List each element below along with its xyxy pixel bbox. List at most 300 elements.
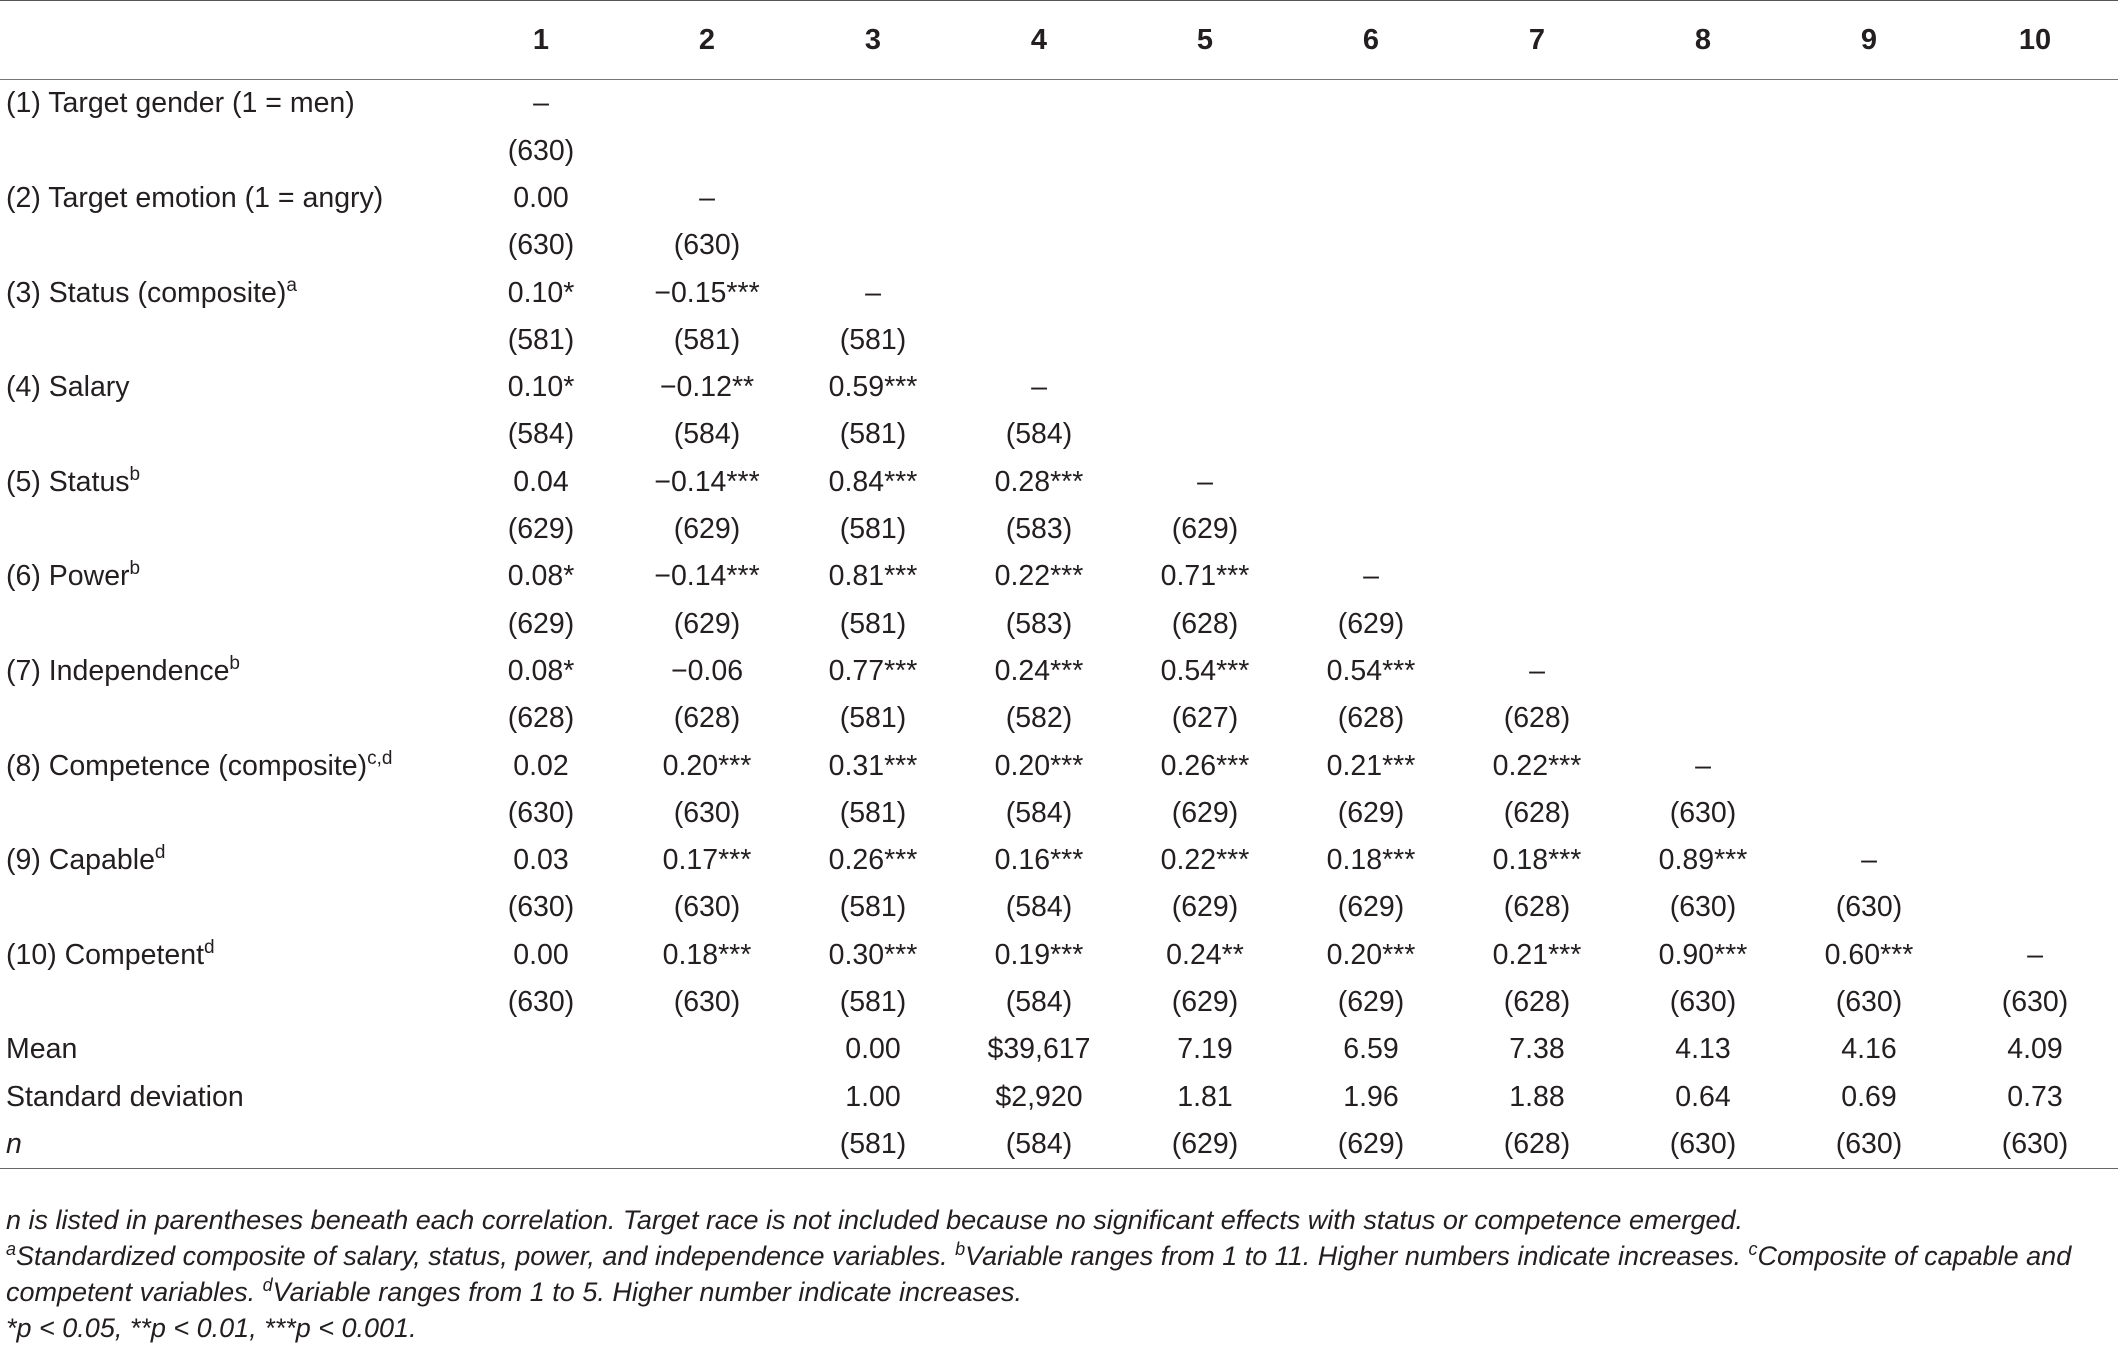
table-row-n [0,411,2118,458]
row-label-text: (4) Salary [6,371,130,404]
row-label-text: (7) Independence [6,654,230,687]
correlation-cell: 0.20*** [994,749,1084,782]
table-row [0,742,2118,789]
column-header-1: 1 [458,1,624,80]
footnote-mark-a: a [6,1239,17,1259]
table-row [0,837,2118,884]
correlation-cell: 0.22*** [1160,844,1250,877]
correlation-cell: – [1861,844,1877,877]
sample-size-cell: (581) [507,323,575,356]
correlation-cell [1620,269,1786,316]
sample-size-cell: (628) [1503,796,1571,829]
correlation-cell [1786,458,1952,505]
column-header-9: 9 [1786,1,1952,80]
summary-cell: 0.73 [2007,1080,2063,1113]
sample-size-cell: (628) [1503,986,1571,1019]
correlation-cell: 0.20*** [1326,938,1416,971]
row-label [0,269,458,316]
table-row [0,553,2118,600]
row-label-text: (8) Competence (composite) [6,749,368,782]
sample-size-cell [624,127,790,174]
correlation-cell [956,80,1122,128]
sample-size-cell: (629) [1171,891,1239,924]
correlation-cell: 0.22*** [994,560,1084,593]
summary-cell: (629) [1122,1121,1288,1169]
table-row-n [0,222,2118,269]
sample-size-cell [790,127,956,174]
row-label [0,931,458,978]
correlation-cell: 0.00 [513,938,569,971]
row-label [0,364,458,411]
correlation-cell [1620,648,1786,695]
correlation-cell: −0.15*** [654,276,760,309]
correlation-cell: 0.24** [1166,938,1244,971]
sample-size-cell: (628) [1503,891,1571,924]
sample-size-cell: (581) [839,513,907,546]
row-label-text: (5) Status [6,465,130,498]
correlation-cell: 0.54*** [1160,654,1250,687]
sample-size-cell: (630) [507,134,575,167]
correlation-cell: – [865,276,881,309]
row-label-superscript: b [129,463,141,485]
sample-size-cell: (581) [839,418,907,451]
sample-size-cell [956,222,1122,269]
sample-size-cell [1454,506,1620,553]
correlation-cell: 0.02 [513,749,569,782]
correlation-cell: – [2027,938,2043,971]
row-label-empty [0,127,458,174]
correlation-cell: 0.59*** [828,371,918,404]
sample-size-cell: (630) [507,986,575,1019]
row-label [0,458,458,505]
correlation-cell [1952,742,2118,789]
sample-size-cell: (630) [1835,986,1903,1019]
summary-row [0,1073,2118,1120]
correlation-cell: 0.28*** [994,465,1084,498]
summary-cell [458,1121,624,1169]
correlation-cell [1952,458,2118,505]
footnote-n: n is listed in parentheses beneath each correlation. Target race is not included because no significant effects with status or competence emerged. [6,1205,1744,1235]
correlation-cell [1288,269,1454,316]
correlation-cell: 0.81*** [828,560,918,593]
table-row-n [0,600,2118,647]
footnote-variables [6,1238,2114,1310]
correlation-cell [1952,269,2118,316]
row-label [0,553,458,600]
sample-size-cell [1952,884,2118,931]
row-label-superscript: d [204,936,215,958]
table-row [0,458,2118,505]
correlation-cell [1952,553,2118,600]
correlation-cell [624,80,790,128]
correlation-cell: 0.17*** [662,844,752,877]
correlation-cell: 0.60*** [1824,938,1914,971]
summary-cell: (584) [956,1121,1122,1169]
row-label-empty [0,789,458,836]
correlation-cell [1620,175,1786,222]
summary-cell: $39,617 [987,1033,1091,1066]
correlation-cell [1786,175,1952,222]
sample-size-cell: (581) [839,607,907,640]
correlation-cell: 0.18*** [1326,844,1416,877]
correlation-cell: 0.84*** [828,465,918,498]
summary-cell: 1.88 [1509,1080,1565,1113]
summary-cell: 7.19 [1177,1033,1233,1066]
sample-size-cell: (630) [673,796,741,829]
correlation-cell: 0.54*** [1326,654,1416,687]
table-row [0,269,2118,316]
correlation-cell: 0.22*** [1492,749,1582,782]
correlation-cell: −0.14*** [654,465,760,498]
correlation-cell: 0.16*** [994,844,1084,877]
correlation-cell: 0.30*** [828,938,918,971]
correlation-cell [1454,80,1620,128]
row-label [0,80,458,128]
correlation-cell [1620,553,1786,600]
sample-size-cell [790,222,956,269]
sample-size-cell: (629) [1337,986,1405,1019]
row-label-empty [0,600,458,647]
correlation-cell: 0.10* [507,371,575,404]
header-row [0,1,2118,80]
summary-cell [624,1026,790,1073]
correlation-cell [1620,364,1786,411]
correlation-cell: 0.18*** [662,938,752,971]
correlation-cell: – [699,181,715,214]
summary-cell: (628) [1454,1121,1620,1169]
sample-size-cell [1454,600,1620,647]
table-row [0,175,2118,222]
correlation-cell: 0.77*** [828,654,918,687]
summary-cell: 4.13 [1675,1033,1731,1066]
correlation-cell: 0.20*** [662,749,752,782]
correlation-cell: 0.21*** [1492,938,1582,971]
table-header [0,1,2118,80]
sample-size-cell [1952,600,2118,647]
row-label-text: (3) Status (composite) [6,276,287,309]
correlation-cell: 0.26*** [828,844,918,877]
sample-size-cell: (629) [1171,796,1239,829]
row-label-empty [0,884,458,931]
correlation-cell [1122,364,1288,411]
correlation-cell [1454,269,1620,316]
summary-cell [458,1026,624,1073]
table-row-n [0,884,2118,931]
row-label-superscript: b [229,652,240,674]
sample-size-cell [1288,222,1454,269]
sample-size-cell [1620,316,1786,363]
sample-size-cell: (630) [507,891,575,924]
sample-size-cell: (581) [839,891,907,924]
table-row [0,931,2118,978]
footnote-mark-d: d [262,1275,273,1295]
row-label-empty [0,411,458,458]
summary-cell [624,1121,790,1169]
row-label-text: (2) Target emotion (1 = angry) [6,181,384,214]
correlation-cell [1952,80,2118,128]
footnote-c: Composite of capable and competent variables. [6,1241,2072,1307]
sample-size-cell: (630) [1669,891,1737,924]
sample-size-cell [1122,411,1288,458]
row-label-empty [0,222,458,269]
correlation-cell: 0.04 [513,465,569,498]
sample-size-cell: (584) [1005,418,1073,451]
correlation-cell: 0.08* [507,560,575,593]
correlation-cell [1620,80,1786,128]
sample-size-cell [1454,316,1620,363]
sample-size-cell [1952,316,2118,363]
sample-size-cell [1620,127,1786,174]
sample-size-cell [1288,411,1454,458]
column-header-6: 6 [1288,1,1454,80]
footnote-d: Variable ranges from 1 to 5. Higher number indicate increases. [272,1277,1023,1307]
sample-size-cell [1454,411,1620,458]
sample-size-cell: (629) [507,607,575,640]
correlation-cell: – [1529,654,1545,687]
summary-cell: 7.38 [1509,1033,1565,1066]
correlation-cell [956,175,1122,222]
sample-size-cell [1454,127,1620,174]
sample-size-cell [1786,600,1952,647]
column-header-7: 7 [1454,1,1620,80]
row-label-text: (9) Capable [6,844,155,877]
column-header-10: 10 [1952,1,2118,80]
sample-size-cell: (584) [507,418,575,451]
footnote-significance: *p < 0.05, **p < 0.01, ***p < 0.001. [6,1313,417,1343]
sample-size-cell: (630) [673,986,741,1019]
sample-size-cell [1620,506,1786,553]
correlation-cell [956,269,1122,316]
sample-size-cell: (629) [1337,891,1405,924]
correlation-cell: −0.14*** [654,560,760,593]
sample-size-cell [1786,222,1952,269]
summary-cell: (630) [1786,1121,1952,1169]
sample-size-cell: (629) [1171,513,1239,546]
row-label-superscript: a [286,274,297,296]
table-footnotes [6,1202,2114,1346]
table-row-n [0,506,2118,553]
correlation-cell: 0.08* [507,654,575,687]
summary-cell: (629) [1288,1121,1454,1169]
row-label-empty [0,506,458,553]
sample-size-cell [1786,789,1952,836]
correlation-cell [1786,553,1952,600]
sample-size-cell [1786,127,1952,174]
footnote-mark-b: b [955,1239,966,1259]
correlation-cell: 0.19*** [994,938,1084,971]
sample-size-cell [1620,695,1786,742]
correlation-cell: −0.12** [659,371,755,404]
table-body [0,80,2118,1169]
sample-size-cell: (628) [1337,702,1405,735]
row-label-empty [0,979,458,1026]
correlation-cell: – [1031,371,1047,404]
sample-size-cell [1952,506,2118,553]
sample-size-cell [1122,222,1288,269]
sample-size-cell: (630) [507,229,575,262]
row-label-empty [0,695,458,742]
sample-size-cell: (630) [673,891,741,924]
summary-cell: 6.59 [1343,1033,1399,1066]
sample-size-cell: (584) [1005,986,1073,1019]
sample-size-cell: (628) [1503,702,1571,735]
sample-size-cell: (581) [839,702,907,735]
table-row [0,364,2118,411]
table-row [0,648,2118,695]
sample-size-cell [1288,506,1454,553]
summary-cell: 0.64 [1675,1080,1731,1113]
summary-cell: 1.81 [1177,1080,1233,1113]
row-label-text: (6) Power [6,560,130,593]
sample-size-cell [1786,506,1952,553]
summary-cell: 4.16 [1841,1033,1897,1066]
sample-size-cell: (630) [1835,891,1903,924]
sample-size-cell [1620,222,1786,269]
summary-cell: 1.00 [845,1080,901,1113]
sample-size-cell: (584) [1005,891,1073,924]
summary-cell [458,1073,624,1120]
correlation-cell: 0.21*** [1326,749,1416,782]
sample-size-cell: (583) [1005,513,1073,546]
sample-size-cell: (583) [1005,607,1073,640]
table-row [0,80,2118,128]
summary-row [0,1121,2118,1169]
summary-cell [624,1073,790,1120]
correlation-cell [1786,742,1952,789]
sample-size-cell: (629) [673,607,741,640]
summary-label: Standard deviation [6,1080,244,1113]
correlation-cell: 0.10* [507,276,575,309]
table-row-n [0,316,2118,363]
sample-size-cell [1620,411,1786,458]
correlation-cell: 0.31*** [828,749,918,782]
row-label-superscript: b [129,558,141,580]
summary-cell: 0.00 [845,1033,901,1066]
correlation-cell [1952,648,2118,695]
sample-size-cell: (629) [1337,607,1405,640]
correlation-cell [1122,80,1288,128]
correlation-cell: 0.26*** [1160,749,1250,782]
table-row-n [0,127,2118,174]
sample-size-cell: (630) [673,229,741,262]
column-header-8: 8 [1620,1,1786,80]
row-label-text: (10) Competent [6,938,205,971]
correlation-cell [1288,80,1454,128]
correlation-cell: 0.00 [513,181,569,214]
sample-size-cell: (629) [507,513,575,546]
sample-size-cell [1786,695,1952,742]
sample-size-cell: (628) [507,702,575,735]
column-header-2: 2 [624,1,790,80]
sample-size-cell: (629) [673,513,741,546]
row-label-superscript: c,d [367,747,393,769]
sample-size-cell: (628) [673,702,741,735]
correlation-cell: 0.89*** [1658,844,1748,877]
correlation-cell [1952,364,2118,411]
correlation-cell [1288,364,1454,411]
correlation-cell: – [1695,749,1711,782]
sample-size-cell: (629) [1171,986,1239,1019]
row-label-empty [0,316,458,363]
sample-size-cell [1454,222,1620,269]
sample-size-cell: (630) [507,796,575,829]
summary-label: Mean [6,1033,78,1066]
correlation-cell [1122,269,1288,316]
correlation-cell [1786,648,1952,695]
sample-size-cell [1620,600,1786,647]
correlation-cell [1122,175,1288,222]
correlation-cell [1786,269,1952,316]
footnote-mark-c: c [1748,1239,1758,1259]
table-row-n [0,789,2118,836]
sample-size-cell: (630) [1669,986,1737,1019]
correlation-cell [1786,80,1952,128]
summary-cell: (630) [1952,1121,2118,1169]
sample-size-cell: (581) [839,986,907,1019]
correlation-cell: – [533,87,549,120]
summary-row [0,1026,2118,1073]
header-corner [0,1,458,80]
correlation-cell [1454,553,1620,600]
sample-size-cell: (584) [1005,796,1073,829]
correlation-cell: 0.71*** [1160,560,1250,593]
sample-size-cell [1122,127,1288,174]
correlation-cell: 0.18*** [1492,844,1582,877]
correlation-cell [1454,364,1620,411]
summary-cell: (630) [1620,1121,1786,1169]
sample-size-cell: (581) [839,323,907,356]
correlation-cell [1454,175,1620,222]
correlation-cell: 0.03 [513,844,569,877]
table-row-n [0,695,2118,742]
sample-size-cell [956,316,1122,363]
correlation-cell [1952,837,2118,884]
sample-size-cell [1952,695,2118,742]
row-label [0,742,458,789]
sample-size-cell: (584) [673,418,741,451]
correlation-cell: – [1197,465,1213,498]
table-row-n [0,979,2118,1026]
correlation-cell: – [1363,560,1379,593]
column-header-3: 3 [790,1,956,80]
summary-cell: (581) [790,1121,956,1169]
sample-size-cell: (630) [2001,986,2069,1019]
row-label-superscript: d [154,842,166,864]
sample-size-cell [1786,411,1952,458]
sample-size-cell: (629) [1337,796,1405,829]
correlation-cell [1454,458,1620,505]
correlation-cell [790,80,956,128]
column-header-4: 4 [956,1,1122,80]
sample-size-cell [1952,789,2118,836]
correlation-cell: 0.90*** [1658,938,1748,971]
column-header-5: 5 [1122,1,1288,80]
correlation-cell [1952,175,2118,222]
sample-size-cell [956,127,1122,174]
summary-cell: 4.09 [2007,1033,2063,1066]
correlation-cell [1288,175,1454,222]
correlation-cell: 0.24*** [994,654,1084,687]
row-label [0,648,458,695]
sample-size-cell: (581) [673,323,741,356]
correlation-cell: −0.06 [670,654,744,687]
row-label [0,175,458,222]
footnote-b: Variable ranges from 1 to 11. Higher numbers indicate increases. [965,1241,1749,1271]
summary-cell: 0.69 [1841,1080,1897,1113]
correlation-cell [790,175,956,222]
correlation-cell [1786,364,1952,411]
summary-cell: $2,920 [995,1080,1083,1113]
